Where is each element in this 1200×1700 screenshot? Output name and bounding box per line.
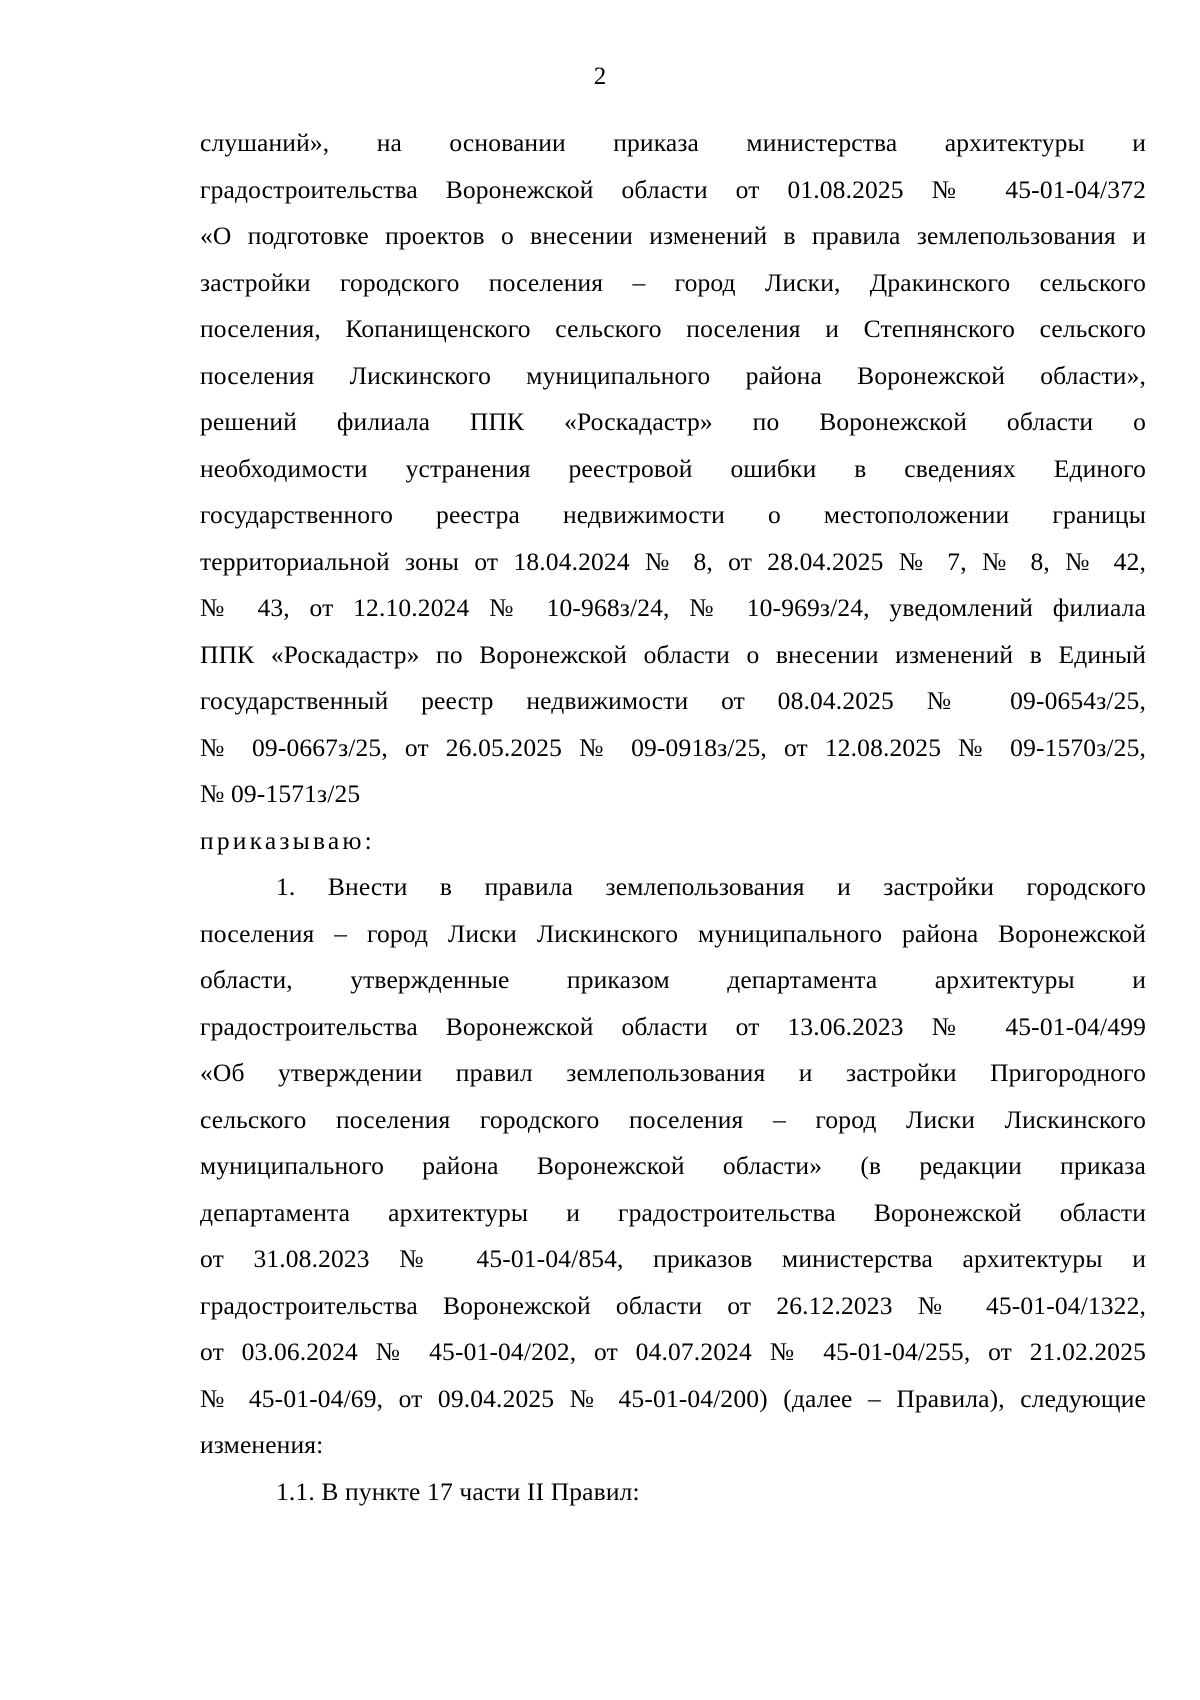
text-line: от 03.06.2024 № 45-01-04/202, от 04.07.2024 № 45-01-04/255, от 21.02.2025 <box>200 1337 1146 1366</box>
order-word: приказываю: <box>200 825 375 855</box>
text-line: «Об утверждении правил землепользования и застройки Пригородного <box>200 1058 1146 1087</box>
text-line: от 31.08.2023 № 45-01-04/854, приказов министерства архитектуры и <box>200 1244 1146 1273</box>
text-line: № 09-0667з/25, от 26.05.2025 № 09-0918з/25, от 12.08.2025 № 09-1570з/25, <box>200 732 1146 762</box>
text-line: № 45-01-04/69, от 09.04.2025 № 45-01-04/200) (далее – Правила), следующие <box>200 1383 1146 1413</box>
text-line: градостроительства Воронежской области от 13.06.2023 № 45-01-04/499 <box>200 1011 1146 1041</box>
text-line: государственный реестр недвижимости от 08.04.2025 № 09-0654з/25, <box>200 686 1146 715</box>
paragraph-start: 1. Внести в правила землепользования и застройки городского <box>276 872 1146 901</box>
text-line: решений филиала ППК «Роскадастр» по Воронежской области о <box>200 407 1146 436</box>
text-line: застройки городского поселения – город Лиски, Дракинского сельского <box>200 267 1146 297</box>
text-line: департамента архитектуры и градостроительства Воронежской области <box>200 1197 1146 1227</box>
text-line: сельского поселения городского поселения – город Лиски Лискинского <box>200 1104 1146 1134</box>
page-number: 2 <box>593 63 607 90</box>
text-line: поселения Лискинского муниципального района Воронежской области», <box>200 360 1146 390</box>
text-line: муниципального района Воронежской области» (в редакции приказа <box>200 1151 1146 1180</box>
text-line: поселения – город Лиски Лискинского муниципального района Воронежской <box>200 918 1146 948</box>
text-line: № 43, от 12.10.2024 № 10-968з/24, № 10-969з/24, уведомлений филиала <box>200 593 1146 622</box>
text-line: изменения: <box>200 1430 324 1459</box>
text-line: градостроительства Воронежской области от 01.08.2025 № 45-01-04/372 <box>200 174 1146 204</box>
document-body <box>200 120 1146 1515</box>
text-line: ППК «Роскадастр» по Воронежской области о внесении изменений в Единый <box>200 639 1146 669</box>
subparagraph-start: 1.1. В пункте 17 части II Правил: <box>276 1476 640 1506</box>
text-line: № 09-1571з/25 <box>200 779 361 808</box>
text-line: территориальной зоны от 18.04.2024 № 8, от 28.04.2025 № 7, № 8, № 42, <box>200 546 1146 576</box>
text-line: поселения, Копанищенского сельского поселения и Степнянского сельского <box>200 314 1146 343</box>
text-line: слушаний», на основании приказа министерства архитектуры и <box>200 128 1146 157</box>
text-line: области, утвержденные приказом департамента архитектуры и <box>200 965 1146 994</box>
text-line: «О подготовке проектов о внесении изменений в правила землепользования и <box>200 221 1146 250</box>
text-line: государственного реестра недвижимости о местоположении границы <box>200 500 1146 529</box>
text-line: градостроительства Воронежской области от 26.12.2023 № 45-01-04/1322, <box>200 1290 1146 1320</box>
text-line: необходимости устранения реестровой ошибки в сведениях Единого <box>200 453 1146 483</box>
